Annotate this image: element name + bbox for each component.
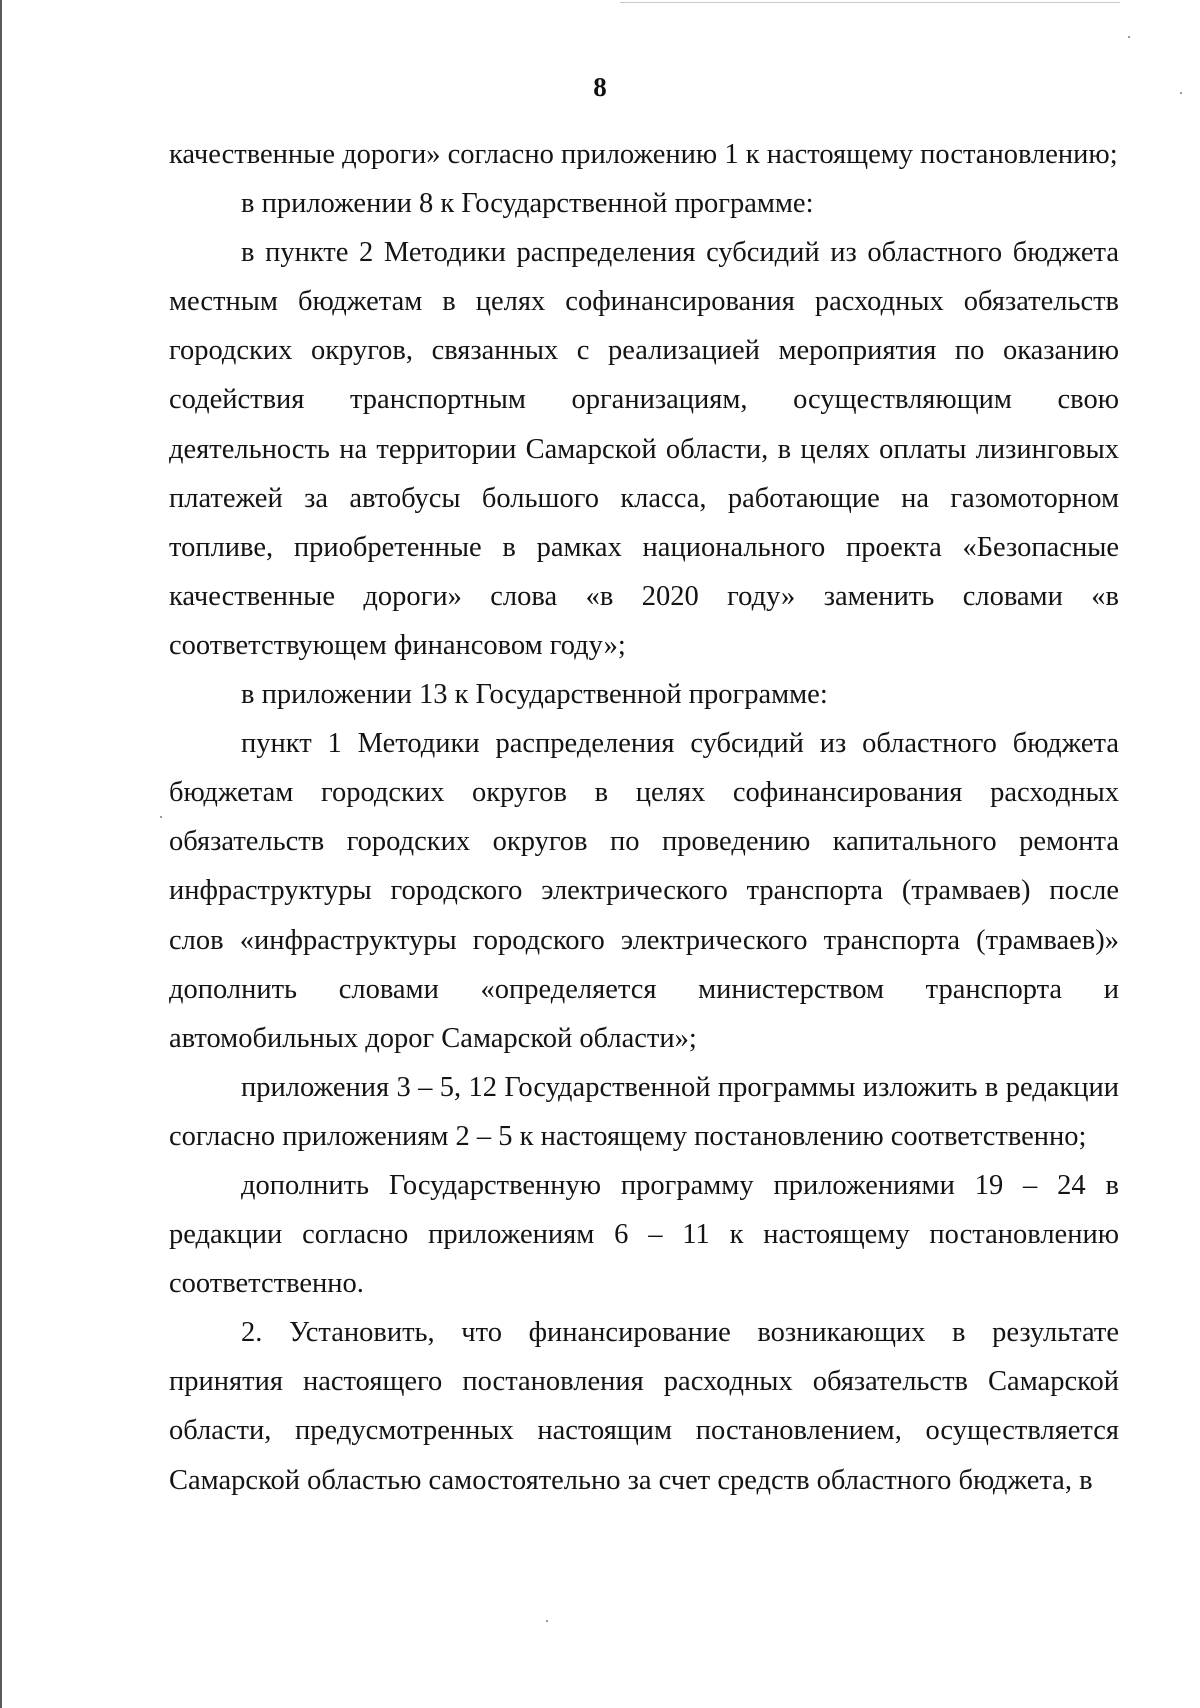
paragraph: качественные дороги» согласно приложению 1 к настоящему постановлению; — [169, 139, 1118, 170]
paragraph: дополнить Государственную программу приложениями 19 – 24 в редакции согласно приложениям 6 – 11 к настоящему постановлению соответственно. — [169, 1169, 1119, 1300]
paragraph: в пункте 2 Методики распределения субсидий из областного бюджета местным бюджетам в целях софинансирования расходных обязательств городских округов, связанных с реализацией мероприятия по оказанию содействия транспортным организациям, осуществляющим свою деятельность на территории Самарской области, в целях оплаты лизинговых платежей за автобусы большого класса, работающие на газомоторном топливе, приобретенные в рамках национального проекта «Безопасные качественные дороги» слова «в 2020 году» заменить словами «в соответствующем финансовом году»; — [169, 237, 1119, 661]
scan-edge-left — [0, 0, 2, 1708]
paragraph: 2. Установить, что финансирование возникающих в результате принятия настоящего постановления расходных обязательств Самарской области, предусмотренных настоящим постановлением, осуществляется Самарской областью самостоятельно за счет средств областного бюджета, в — [169, 1317, 1119, 1496]
page-number: 8 — [593, 72, 607, 102]
scan-speck — [546, 1620, 548, 1622]
scan-speck — [160, 816, 162, 818]
document-body — [169, 130, 1119, 1505]
scan-speck — [1128, 36, 1130, 38]
paragraph: приложения 3 – 5, 12 Государственной программы изложить в редакции согласно приложениям 2 – 5 к настоящему постановлению соответственно; — [169, 1071, 1119, 1152]
paragraph: в приложении 8 к Государственной программе: — [241, 188, 814, 220]
paragraph: пункт 1 Методики распределения субсидий из областного бюджета бюджетам городских округов в целях софинансирования расходных обязательств городских округов по проведению капитального ремонта инфраструктуры городского электрического транспорта (трамваев) после слов «инфраструктуры городского электрического транспорта (трамваев)» дополнить словами «определяется министерством транспорта и автомобильных дорог Самарской области»; — [169, 728, 1119, 1054]
paragraph: в приложении 13 к Государственной программе: — [241, 679, 828, 711]
scan-edge-top — [620, 2, 1120, 3]
